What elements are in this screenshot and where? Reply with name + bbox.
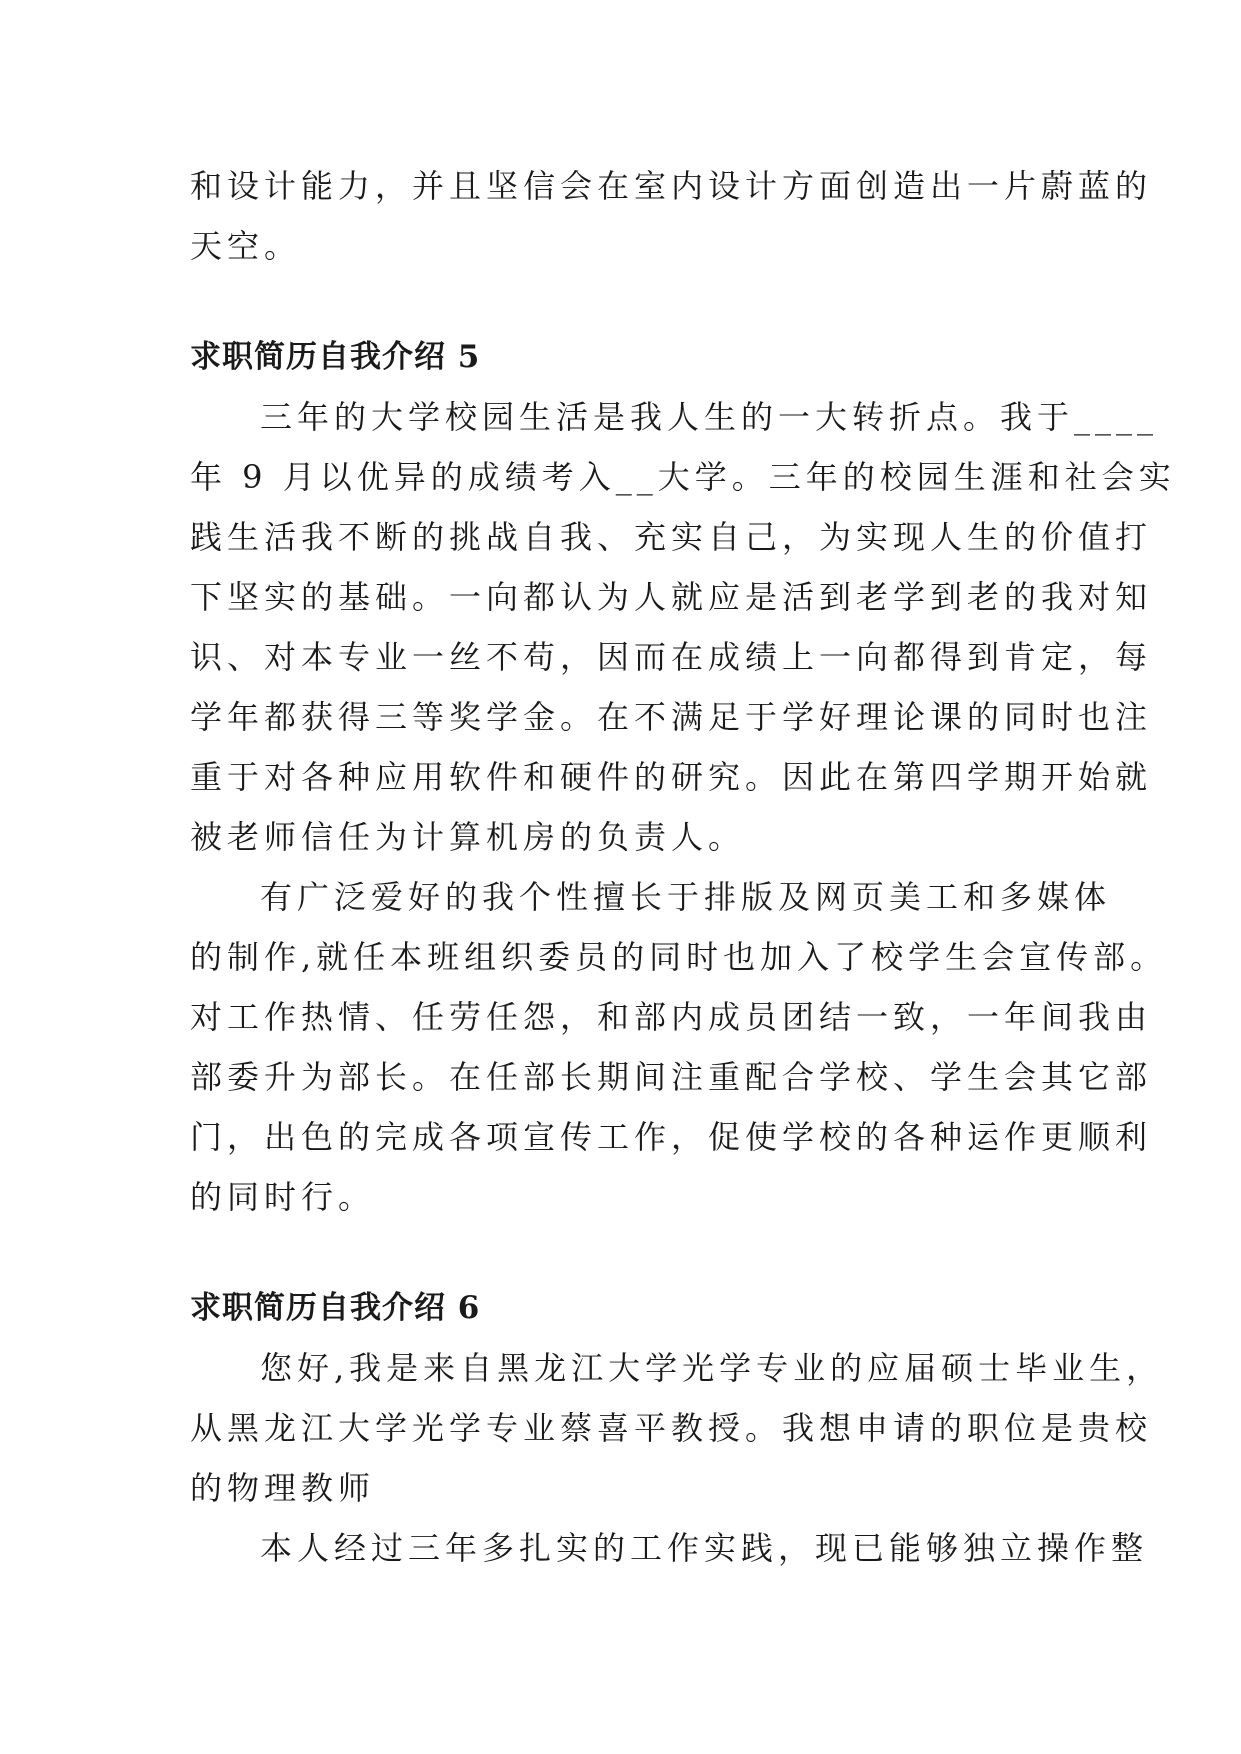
document-body	[190, 156, 1176, 1578]
continuation-paragraph	[190, 156, 1153, 276]
text-line: 三年的大学校园生活是我人生的一大转折点。我于____	[260, 398, 1159, 436]
text-line: 的物理教师	[190, 1469, 376, 1507]
section-heading: 求职简历自我介绍 5	[190, 339, 481, 375]
section-spacer	[190, 1227, 1050, 1278]
text-line: 践生活我不断的挑战自我、充实自己，为实现人生的价值打	[190, 518, 1153, 556]
text-line: 识、对本专业一丝不苟，因而在成绩上一向都得到肯定，每	[190, 638, 1153, 676]
section-heading: 求职简历自我介绍 6	[190, 1290, 481, 1326]
text-line: 的制作,就任本班组织委员的同时也加入了校学生会宣传部。	[190, 938, 1168, 976]
text-line: 和设计能力，并且坚信会在室内设计方面创造出一片蔚蓝的	[190, 167, 1153, 205]
text-line: 的同时行。	[190, 1178, 376, 1216]
paragraph	[190, 867, 1168, 1227]
text-line: 对工作热情、任劳任怨，和部内成员团结一致，一年间我由	[190, 998, 1153, 1036]
text-line: 天空。	[190, 227, 302, 265]
paragraph	[190, 1338, 1164, 1518]
paragraph	[190, 1518, 1149, 1578]
text-line: 年 9 月以优异的成绩考入__大学。三年的校园生涯和社会实	[190, 458, 1176, 496]
text-line: 您好,我是来自黑龙江大学光学专业的应届硕士毕业生，	[260, 1349, 1164, 1387]
text-line: 从黑龙江大学光学专业蔡喜平教授。我想申请的职位是贵校	[190, 1409, 1153, 1447]
text-line: 被老师信任为计算机房的负责人。	[190, 818, 746, 856]
text-line: 门，出色的完成各项宣传工作，促使学校的各种运作更顺利	[190, 1118, 1153, 1156]
section-spacer	[190, 276, 1050, 327]
text-line: 学年都获得三等奖学金。在不满足于学好理论课的同时也注	[190, 698, 1153, 736]
text-line: 有广泛爱好的我个性擅长于排版及网页美工和多媒体	[260, 878, 1112, 916]
text-line: 部委升为部长。在任部长期间注重配合学校、学生会其它部	[190, 1058, 1153, 1096]
paragraph	[190, 387, 1176, 867]
text-line: 下坚实的基础。一向都认为人就应是活到老学到老的我对知	[190, 578, 1153, 616]
text-line: 重于对各种应用软件和硬件的研究。因此在第四学期开始就	[190, 758, 1153, 796]
section-5	[190, 327, 1176, 1227]
section-6	[190, 1278, 1164, 1578]
text-line: 本人经过三年多扎实的工作实践，现已能够独立操作整	[260, 1529, 1149, 1567]
